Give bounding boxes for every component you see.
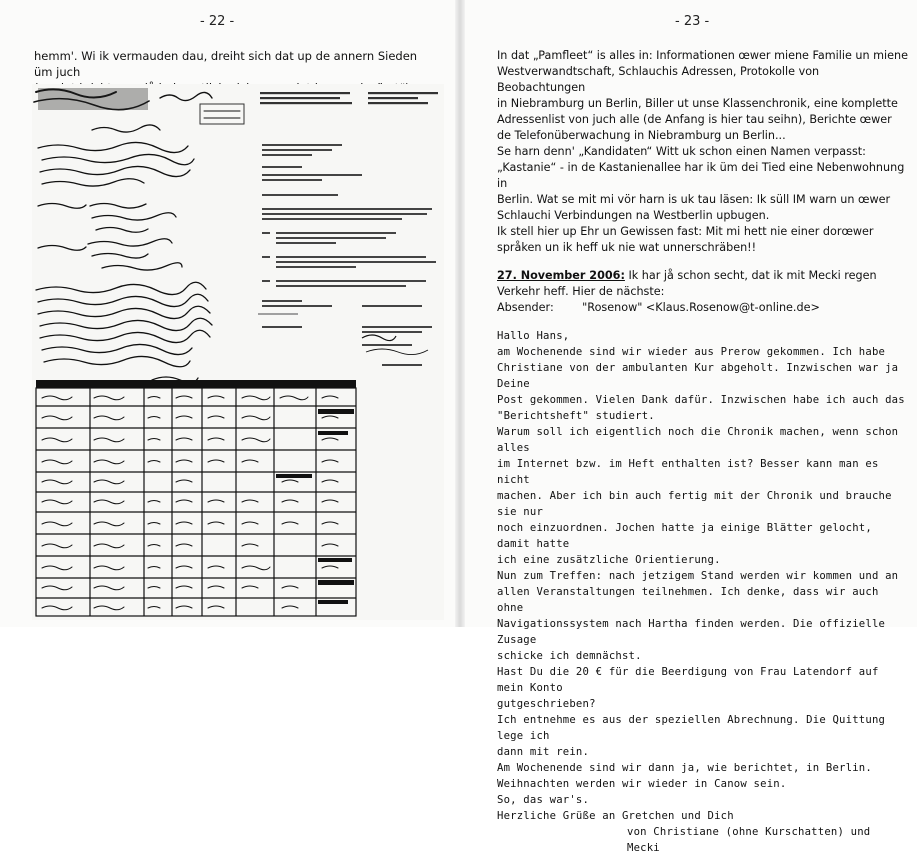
text-line: Ik stell hier up Ehr un Gewissen fast: Mit mi hett nie einer dorœwer bbox=[497, 225, 874, 238]
letter-line: Warum soll ich eigentlich noch die Chronik machen, wenn schon alles bbox=[497, 426, 899, 454]
text-line: „Kastanie“ - in de Kastanienallee har ik üm dei Tied eine Nebenwohnung in bbox=[497, 161, 905, 190]
intro-line: hemm'. Wi ik vermauden dau, dreiht sich dat up de annern Sieden üm juch bbox=[34, 49, 418, 79]
letter-line: Am Wochenende sind wir dann ja, wie berichtet, in Berlin. bbox=[497, 762, 872, 774]
sender-line: Absender: "Rosenow" <Klaus.Rosenow@t-online.de> bbox=[497, 301, 820, 314]
letter-line: gutgeschrieben? bbox=[497, 698, 596, 710]
entry-text: Ik har jå schon secht, dat ik mit Mecki regen bbox=[624, 269, 877, 282]
text-line: in Niebramburg un Berlin, Biller ut unse Klassenchronik, eine komplette bbox=[497, 97, 898, 110]
entry-first-line bbox=[497, 268, 909, 284]
text-line: Westverwandtschaft, Schlauchis Adressen, Protokolle von Beobachtungen bbox=[497, 65, 820, 94]
letter-line: Hallo Hans, bbox=[497, 330, 570, 342]
paragraph-statement bbox=[497, 224, 909, 256]
letter-line: Christiane von der ambulanten Kur abgeholt. Inzwischen war ja Deine bbox=[497, 362, 899, 390]
letter-line: dann mit rein. bbox=[497, 746, 590, 758]
page-number-left: - 22 - bbox=[200, 14, 235, 29]
letter-line: allen Veranstaltungen teilnehmen. Ich denke, dass wir auch ohne bbox=[497, 586, 879, 614]
text-line: Berlin. Wat se mit mi vör harn is uk tau läsen: Ik süll IM warn un œwer bbox=[497, 193, 891, 206]
text-line: Adressenlist von juch alle (de Anfang is hier tau seihn), Berichte œwer bbox=[497, 113, 892, 126]
letter-line: "Berichtsheft" studiert. bbox=[497, 410, 655, 422]
letter-line: Hast Du die 20 € für die Beerdigung von Frau Latendorf auf mein Konto bbox=[497, 666, 879, 694]
text-line: de Telefonüberwachung in Niebramburg un Berlin... bbox=[497, 129, 786, 142]
text-line: Verkehr heff. Hier de nächste: bbox=[497, 285, 665, 298]
letter-line: machen. Aber ich bin auch fertig mit der Chronik und brauche sie nur bbox=[497, 490, 892, 518]
left-page bbox=[0, 0, 455, 627]
letter-line: schicke ich demnächst. bbox=[497, 650, 642, 662]
page-number-right: - 23 - bbox=[675, 14, 710, 29]
letter-line: So, das war's. bbox=[497, 794, 590, 806]
email-letter bbox=[497, 328, 909, 856]
text-line: Se harn denn' „Kandidaten“ Witt uk schon einen Namen verpasst: bbox=[497, 145, 866, 158]
entry-header bbox=[497, 268, 909, 316]
entry-date: 27. November 2006: bbox=[497, 269, 625, 282]
text-line: Schlauchi Verbindungen na Westberlin upbugen. bbox=[497, 209, 770, 222]
letter-line: Navigationssystem nach Hartha finden werden. Die offizielle Zusage bbox=[497, 618, 886, 646]
right-page bbox=[465, 0, 917, 854]
letter-line: noch einzuordnen. Jochen hatte ja einige Blätter gelocht, damit hatte bbox=[497, 522, 872, 550]
scanned-stasi-document-image bbox=[32, 84, 444, 620]
text-line: In dat „Pamfleet“ is alles in: Informationen œwer miene Familie un miene bbox=[497, 49, 909, 62]
text-line: språken un ik heff uk nie wat unnerschräben!! bbox=[497, 241, 757, 254]
paragraph-pamfleet bbox=[497, 48, 909, 144]
letter-line: Nun zum Treffen: nach jetzigem Stand werden wir kommen und an bbox=[497, 570, 899, 582]
letter-line: im Internet bzw. im Heft enthalten ist? Besser kann man es nicht bbox=[497, 458, 879, 486]
right-body bbox=[497, 48, 909, 856]
letter-line: Ich entnehme es aus der speziellen Abrechnung. Die Quittung lege ich bbox=[497, 714, 886, 742]
paragraph-kandidaten bbox=[497, 144, 909, 224]
book-gutter bbox=[455, 0, 465, 627]
letter-line: Weihnachten werden wir wieder in Canow sein. bbox=[497, 778, 787, 790]
letter-line: Post gekommen. Vielen Dank dafür. Inzwischen habe ich auch das bbox=[497, 394, 905, 406]
letter-line: Herzliche Grüße an Gretchen und Dich bbox=[497, 810, 734, 822]
letter-line: ich eine zusätzliche Orientierung. bbox=[497, 554, 721, 566]
letter-signature: von Christiane (ohne Kurschatten) und Mecki bbox=[627, 826, 871, 854]
letter-line: am Wochenende sind wir wieder aus Prerow gekommen. Ich habe bbox=[497, 346, 886, 358]
